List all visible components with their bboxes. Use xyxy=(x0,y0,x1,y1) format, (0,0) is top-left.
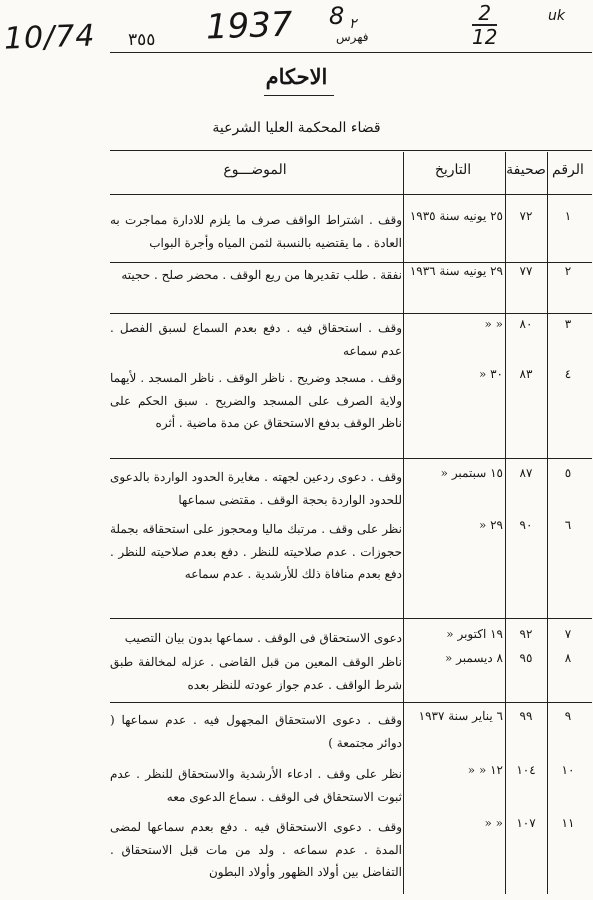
row-subject: دعوى الاستحقاق فى الوقف . سماعها بدون بيان التصيب xyxy=(124,631,402,645)
column-header-page: صحيفة xyxy=(506,162,546,178)
row-page: ٨٠ xyxy=(519,317,533,331)
table-header-rule xyxy=(110,194,592,195)
fraction-numerator: 2 xyxy=(478,1,492,25)
handwritten-year: 1937 xyxy=(205,4,294,48)
row-date: ١٩ اكتوبر « xyxy=(446,627,503,641)
handwritten-corner-mark: uk xyxy=(548,8,565,24)
row-number: ٣ xyxy=(564,317,572,331)
subsection-title: قضاء المحكمة العليا الشرعية xyxy=(212,120,381,136)
row-number: ٦ xyxy=(564,518,572,532)
handwritten-number-8: 8 xyxy=(329,2,345,30)
column-header-number: الرقم xyxy=(552,162,584,178)
column-header-subject: الموضـــوع xyxy=(223,162,287,178)
row-rule xyxy=(110,313,592,314)
row-page: ٩٥ xyxy=(519,651,533,665)
handwritten-reference-number: 10/74 xyxy=(3,18,97,57)
row-page: ٩٢ xyxy=(519,627,533,641)
row-subject: نظر على وقف . مرتبك ماليا ومحجوز على استحقاقه بجملة حجوزات . عدم صلاحيته للنظر . دفع بعدم صلاحيته للنظر . دفع بعدم منافاة ذلك للأرشدية . عدم سماعه xyxy=(110,522,402,581)
row-subject: ناظر الوقف المعين من قبل القاضى . عزله لمخالفة طبق شرط الواقف . عدم جواز عودته للنظر بعده xyxy=(110,655,402,692)
section-title-rule xyxy=(264,95,334,96)
row-subject: وقف . اشتراط الواقف صرف ما يلزم للادارة مماجرت به العادة . ما يقتضيه بالنسبة لثمن المياه وأجرة البواب xyxy=(110,213,402,250)
row-number: ٢ xyxy=(564,264,572,278)
row-page: ٨٧ xyxy=(519,466,533,480)
row-date: ٨ ديسمبر « xyxy=(445,651,503,665)
row-subject: وقف . مسجد وضريح . ناظر الوقف . ناظر المسجد . لأيهما ولاية الصرف على المسجد والضريح . سبق الحكم على ناظر الوقف بدفع الاستحقاق عن مدة ماضية . أثره xyxy=(110,371,402,430)
row-date: « « xyxy=(484,816,503,830)
row-number: ١ xyxy=(564,209,572,223)
row-number: ٨ xyxy=(564,651,572,665)
fraction-denominator: 12 xyxy=(472,25,498,49)
row-subject: وقف . دعوى الاستحقاق فيه . دفع بعدم سماعها لمضى المدة . عدم سماعه . ولد من مات قبل الاستحقاق . التفاضل بين أولاد الظهور وأولاد البطون xyxy=(110,820,402,879)
page-number: ٣٥٥ xyxy=(128,30,156,50)
row-page: ٧٢ xyxy=(519,209,533,223)
row-date: ١٥ سبتمبر « xyxy=(440,466,503,480)
handwritten-fraction xyxy=(472,1,498,49)
column-header-date: التاريخ xyxy=(434,162,472,178)
row-date: ٢٩ « xyxy=(478,518,503,532)
row-number: ٤ xyxy=(564,367,572,381)
index-label: فهرس xyxy=(336,30,369,44)
row-subject: وقف . دعوى الاستحقاق المجهول فيه . عدم سماعها ( دوائر مجتمعة ) xyxy=(110,713,402,750)
row-page: ٩٠ xyxy=(519,518,533,532)
row-date: ١٢ « « xyxy=(467,763,503,777)
row-date: ٣٠ « xyxy=(478,367,503,381)
row-rule xyxy=(110,458,592,459)
row-date: ٦ يناير سنة ١٩٣٧ xyxy=(418,709,503,723)
row-subject: نظر على وقف . ادعاء الأرشدية والاستحقاق للنظر . عدم ثبوت الاستحقاق فى الوقف . سماع الدعوى معه xyxy=(110,767,402,804)
row-subject: نفقة . طلب تقديرها من ريع الوقف . محضر صلح . حجيته xyxy=(121,268,402,282)
section-title: الاحكام xyxy=(265,64,328,89)
table-top-rule xyxy=(110,150,592,151)
row-rule xyxy=(110,262,592,263)
row-number: ٧ xyxy=(564,627,572,641)
row-page: ١٠٧ xyxy=(516,816,536,830)
row-date: ٢٥ يونيه سنة ١٩٣٥ xyxy=(409,209,503,223)
row-subject: وقف . استحقاق فيه . دفع بعدم السماع لسبق الفصل . عدم سماعه xyxy=(110,321,402,358)
header-rule xyxy=(110,52,592,53)
row-rule xyxy=(110,702,592,703)
row-number: ٩ xyxy=(564,709,572,723)
row-subject: وقف . دعوى ردعين لجهته . مغايرة الحدود الواردة بالدعوى للحدود الواردة بحجة الوقف . مقتضى سماعها xyxy=(110,470,402,507)
row-page: ١٠٤ xyxy=(516,763,536,777)
handwritten-number-2: ٢ xyxy=(349,16,357,32)
row-date: ٢٩ يونيه سنة ١٩٣٦ xyxy=(409,264,503,278)
row-page: ٧٧ xyxy=(519,264,533,278)
row-number: ٥ xyxy=(564,466,572,480)
row-page: ٨٣ xyxy=(519,367,533,381)
row-date: « « xyxy=(484,317,503,331)
row-number: ١١ xyxy=(561,816,575,830)
row-number: ١٠ xyxy=(561,763,575,777)
row-page: ٩٩ xyxy=(519,709,533,723)
row-rule xyxy=(110,618,592,619)
